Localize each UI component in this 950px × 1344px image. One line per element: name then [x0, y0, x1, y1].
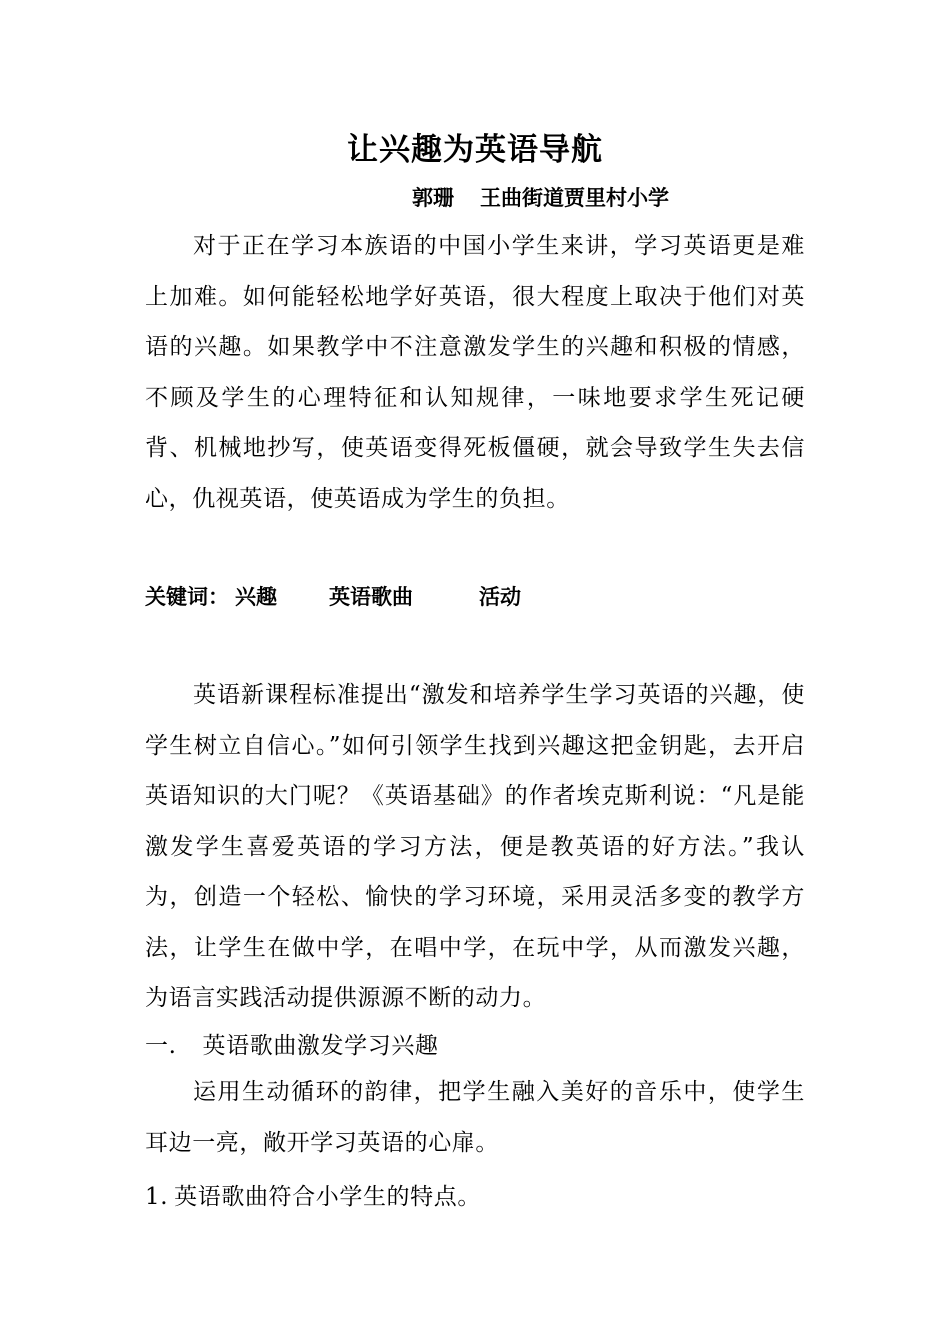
keywords-label: 关键词： — [145, 584, 229, 609]
author-affiliation: 王曲街道贾里村小学 — [480, 185, 669, 210]
author-line — [412, 183, 669, 213]
section-heading — [145, 1029, 439, 1063]
author-name: 郭珊 — [412, 185, 454, 210]
section-number: 一. — [145, 1033, 177, 1059]
keyword-item: 兴趣 — [235, 584, 277, 609]
document-title: 让兴趣为英语导航 — [347, 132, 603, 168]
keyword-item: 活动 — [479, 584, 521, 609]
intro-paragraph: 英语新课程标准提出“激发和培养学生学习英语的兴趣，使学生树立自信心。”如何引领学生找到兴趣这把金钥匙，去开启英语知识的大门呢？《英语基础》的作者埃克斯利说：“凡是能激发学生喜爱英语的学习方法，便是教英语的好方法。”我认为，创造一个轻松、愉快的学习环境，采用灵活多变的教学方法，让学生在做中学，在唱中学，在玩中学，从而激发兴趣，为语言实践活动提供源源不断的动力。 — [145, 682, 805, 1011]
abstract-paragraph: 对于正在学习本族语的中国小学生来讲，学习英语更是难上加难。如何能轻松地学好英语，很大程度上取决于他们对英语的兴趣。如果教学中不注意激发学生的兴趣和积极的情感，不顾及学生的心理特征和认知规律，一味地要求学生死记硬背、机械地抄写，使英语变得死板僵硬，就会导致学生失去信心，仇视英语，使英语成为学生的负担。 — [145, 233, 805, 512]
subsection-title: 英语歌曲符合小学生的特点。 — [174, 1184, 481, 1210]
keyword-item: 英语歌曲 — [329, 584, 413, 609]
section-title: 英语歌曲激发学习兴趣 — [202, 1033, 439, 1059]
subsection-number: 1. — [145, 1184, 169, 1210]
section-paragraph: 运用生动循环的韵律，把学生融入美好的音乐中，使学生耳边一亮，敞开学习英语的心扉。 — [145, 1079, 805, 1156]
subsection-heading — [145, 1180, 481, 1214]
keywords-line — [145, 580, 521, 614]
